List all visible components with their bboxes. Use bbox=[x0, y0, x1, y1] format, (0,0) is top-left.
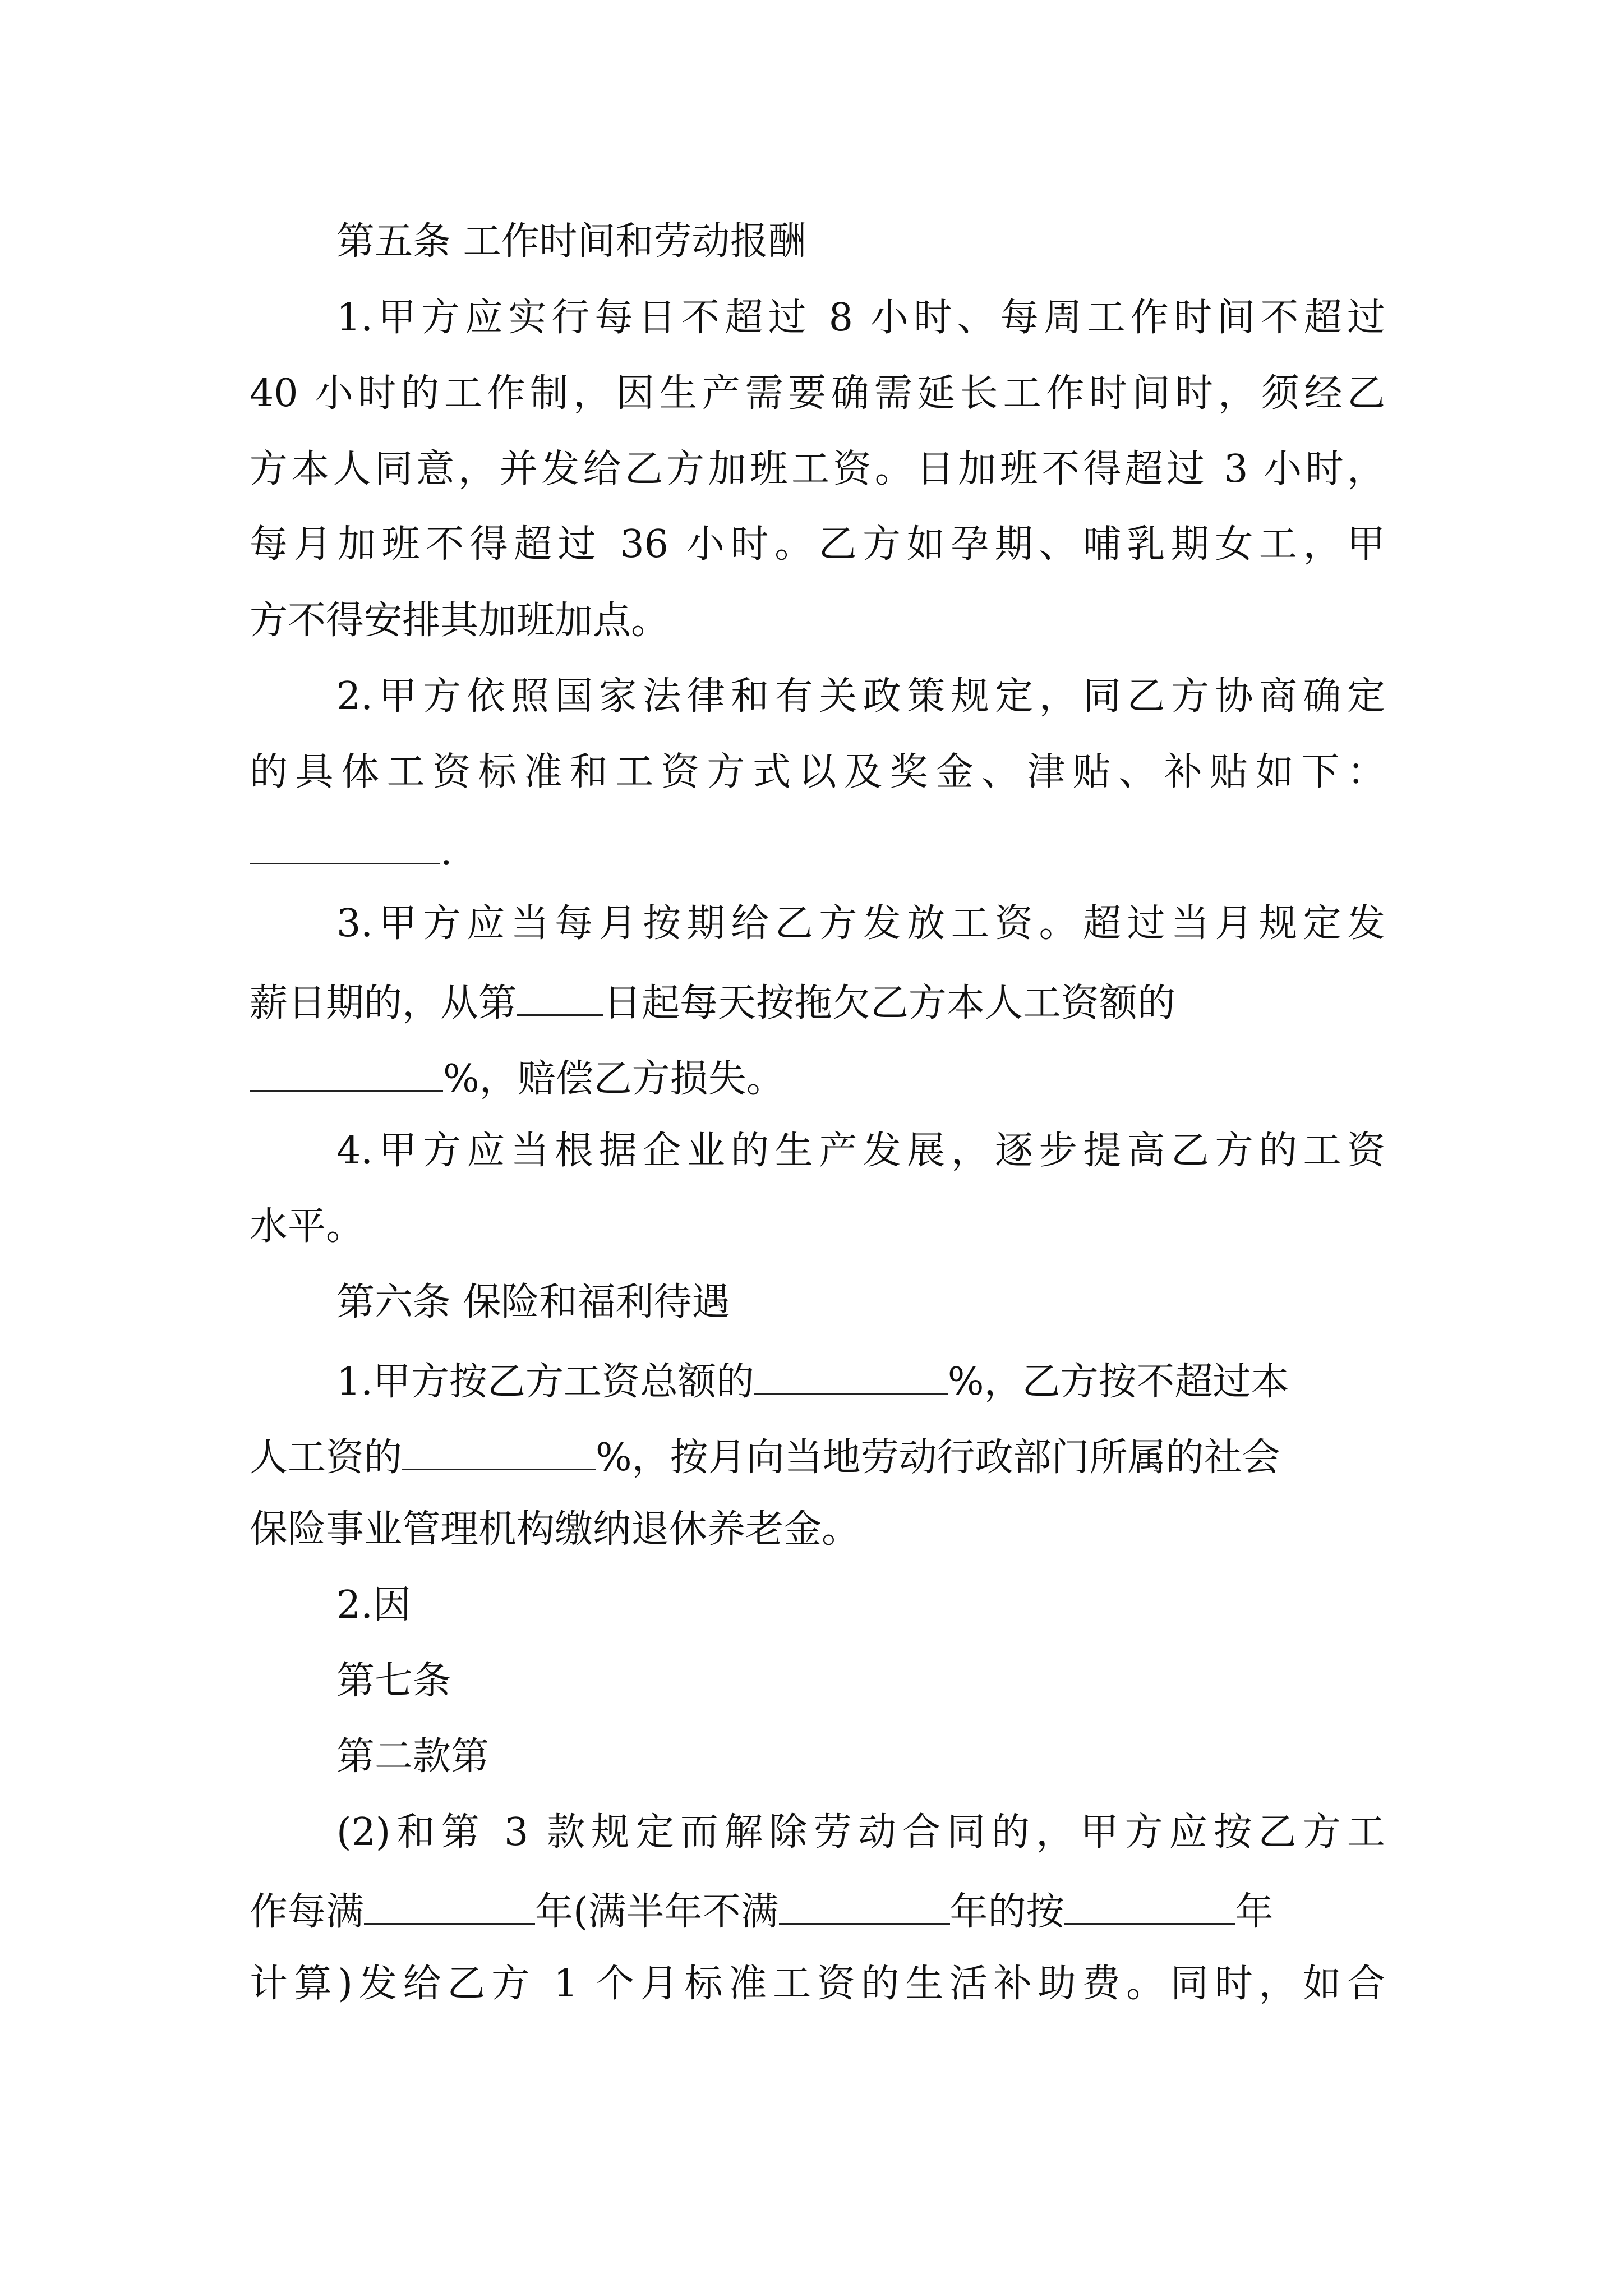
article-7-line-2: 作每满 年(满半年不满 年的按 年 bbox=[250, 1890, 1274, 1934]
article-5-title: 第五条 工作时间和劳动报酬 bbox=[336, 219, 806, 264]
blank-field bbox=[779, 1889, 950, 1925]
article-5-para-1-line-4: 每月加班不得超过 36 小时。乙方如孕期、哺乳期女工，甲 bbox=[250, 522, 1385, 567]
article-7-title: 第七条 bbox=[336, 1659, 451, 1703]
article-5-para-1-line-3: 方本人同意，并发给乙方加班工资。日加班不得超过 3 小时， bbox=[250, 447, 1385, 491]
article-5-para-1-line-1: 1.甲方应实行每日不超过 8 小时、每周工作时间不超过 bbox=[336, 296, 1385, 340]
article-6-title: 第六条 保险和福利待遇 bbox=[336, 1280, 730, 1324]
article-5-para-3-line-1: 3.甲方应当每月按期给乙方发放工资。超过当月规定发 bbox=[336, 901, 1385, 946]
article-6-para-1-line-2: 人工资的 %，按月向当地劳动行政部门所属的社会 bbox=[250, 1435, 1280, 1480]
article-7-line-1: (2)和第 3 款规定而解除劳动合同的，甲方应按乙方工 bbox=[336, 1810, 1385, 1855]
blank-field bbox=[250, 1056, 443, 1092]
blank-field bbox=[250, 829, 440, 864]
article-5-para-2-line-3: . bbox=[250, 829, 453, 871]
article-5-para-3-line-2: 薪日期的，从第 日起每天按拖欠乙方本人工资额的 bbox=[250, 981, 1176, 1025]
article-6-para-1-line-3: 保险事业管理机构缴纳退休养老金。 bbox=[250, 1507, 860, 1552]
blank-field bbox=[1064, 1889, 1235, 1925]
article-5-para-4-line-1: 4.甲方应当根据企业的生产发展，逐步提高乙方的工资 bbox=[336, 1129, 1385, 1173]
article-5-para-2-line-1: 2.甲方依照国家法律和有关政策规定，同乙方协商确定 bbox=[336, 674, 1385, 719]
article-5-para-3-line-3: %，赔偿乙方损失。 bbox=[250, 1056, 785, 1098]
article-7-subtitle: 第二款第 bbox=[336, 1734, 490, 1779]
article-5-para-1-line-5: 方不得安排其加班加点。 bbox=[250, 599, 670, 643]
article-7-line-3: 计算)发给乙方 1 个月标准工资的生活补助费。同时，如合 bbox=[250, 1962, 1385, 2006]
blank-field bbox=[402, 1435, 596, 1470]
article-5-para-1-line-2: 40 小时的工作制，因生产需要确需延长工作时间时，须经乙 bbox=[250, 371, 1385, 416]
article-5-para-4-line-2: 水平。 bbox=[250, 1204, 365, 1249]
article-6-para-2: 2.因 bbox=[336, 1583, 411, 1627]
blank-field bbox=[364, 1889, 535, 1925]
blank-field bbox=[517, 981, 603, 1016]
blank-field bbox=[754, 1359, 948, 1395]
article-6-para-1-line-1: 1.甲方按乙方工资总额的 %，乙方按不超过本 bbox=[336, 1360, 1289, 1404]
article-5-para-2-line-2: 的具体工资标准和工资方式以及奖金、津贴、补贴如下： bbox=[250, 750, 1385, 794]
